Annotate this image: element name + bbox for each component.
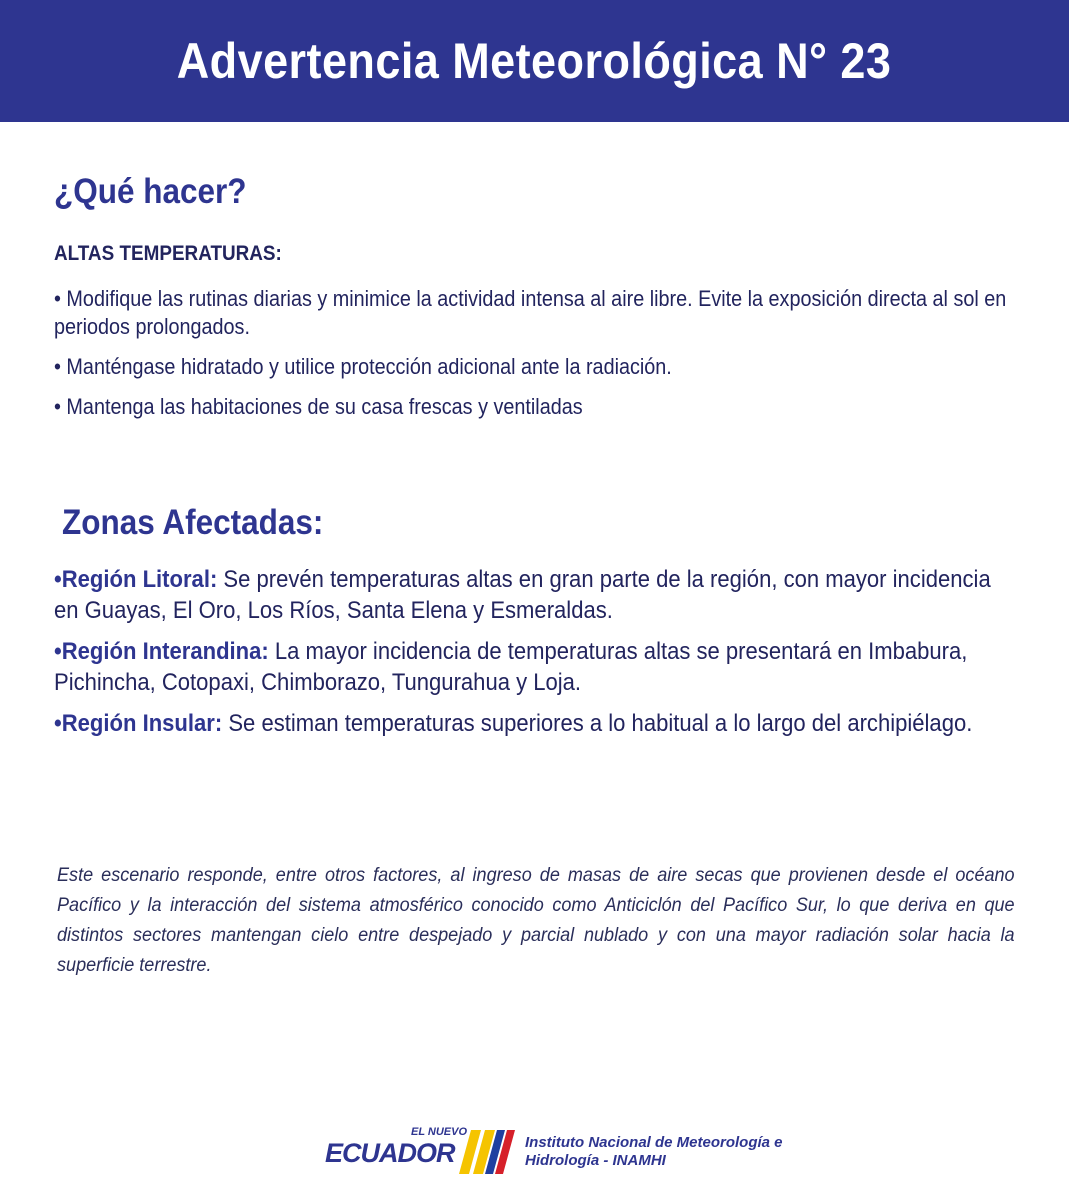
header-bar (0, 0, 1069, 122)
region-text: Se estiman temperaturas superiores a lo habitual a lo largo del archipiélago. (222, 710, 973, 737)
logo-small-text: EL NUEVO (411, 1126, 468, 1138)
what-to-do-section (54, 172, 1014, 212)
list-item: • Mantenga las habitaciones de su casa frescas y ventiladas (54, 394, 583, 419)
high-temps-subheading: ALTAS TEMPERATURAS: (54, 242, 282, 265)
zones-section (62, 503, 1022, 543)
flag-stripes-icon (457, 1128, 515, 1174)
what-to-do-list (54, 285, 1014, 433)
list-item (54, 564, 1013, 626)
what-to-do-heading: ¿Qué hacer? (54, 172, 247, 211)
footer (325, 1126, 845, 1176)
institute-line-2: Hidrología - INAMHI (525, 1152, 666, 1169)
page-title: Advertencia Meteorológica N° 23 (177, 33, 892, 89)
high-temps-subheading-wrap (54, 242, 1014, 266)
institute-line-1: Instituto Nacional de Meteorología e (525, 1134, 783, 1151)
list-item: • Modifique las rutinas diarias y minimice la actividad intensa al aire libre. Evite la exposición directa al sol en periodos prolongados. (54, 286, 1007, 339)
region-label: •Región Insular: (54, 710, 223, 737)
list-item (54, 708, 1013, 739)
list-item (54, 636, 1013, 698)
logo-big-text: ECUADOR (325, 1138, 455, 1168)
zones-heading: Zonas Afectadas: (62, 503, 324, 542)
explanation-note: Este escenario responde, entre otros factores, al ingreso de masas de aire secas que provienen desde el océano Pacífico y la interacción del sistema atmosférico conocido como Anticiclón del Pacífico Sur, lo que deriva en que distintos sectores mantengan cielo entre despejado y parcial nublado y con una mayor radiación solar hacia la superficie terrestre. (57, 865, 1015, 976)
zones-list (54, 564, 1014, 749)
list-item: • Manténgase hidratado y utilice protección adicional ante la radiación. (54, 354, 672, 379)
region-text: La mayor incidencia de temperaturas altas se presentará en Imbabura, Pichincha, Cotopaxi, Chimborazo, Tungurahua y Loja. (54, 638, 968, 696)
region-label: •Región Interandina: (54, 638, 269, 665)
el-nuevo-ecuador-logo (325, 1126, 515, 1176)
region-text: Se prevén temperaturas altas en gran parte de la región, con mayor incidencia en Guayas, El Oro, Los Ríos, Santa Elena y Esmeraldas. (54, 566, 991, 624)
region-label: •Región Litoral: (54, 566, 218, 593)
institute-name (525, 1134, 783, 1170)
